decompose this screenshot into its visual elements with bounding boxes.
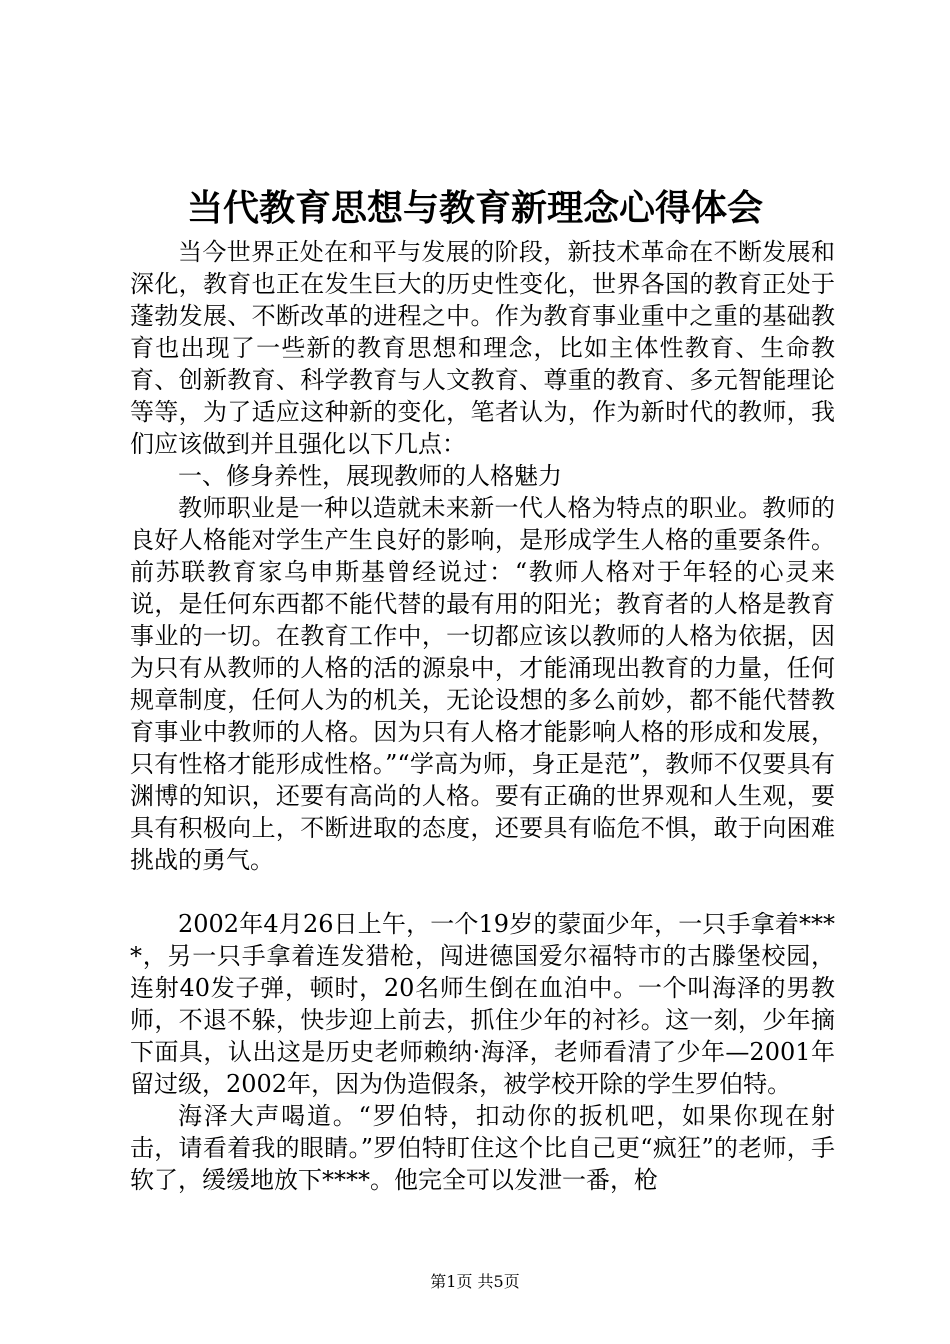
page-number-footer: 第1页 共5页	[430, 1272, 520, 1291]
paragraph-story-continued: 海泽大声喝道。“罗伯特，扣动你的扳机吧，如果你现在射击，请看着我的眼睛。”罗伯特盯住这个比自己更“疯狂”的老师，手软了，缓缓地放下****。他完全可以发泄一番，枪	[130, 1102, 835, 1194]
document-title: 当代教育思想与教育新理念心得体会	[186, 187, 763, 229]
document-body	[130, 236, 835, 1196]
paragraph-intro: 当今世界正处在和平与发展的阶段，新技术革命在不断发展和深化，教育也正在发生巨大的历史性变化，世界各国的教育正处于蓬勃发展、不断改革的进程之中。作为教育事业重中之重的基础教育也出现了一些新的教育思想和理念，比如主体性教育、生命教育、创新教育、科学教育与人文教育、尊重的教育、多元智能理论等等，为了适应这种新的变化，笔者认为，作为新时代的教师，我们应该做到并且强化以下几点：	[130, 238, 835, 458]
paragraph-teacher-character: 教师职业是一种以造就未来新一代人格为特点的职业。教师的良好人格能对学生产生良好的影响，是形成学生人格的重要条件。前苏联教育家乌申斯基曾经说过：“教师人格对于年轻的心灵来说，是任何东西都不能代替的最有用的阳光；教育者的人格是教育事业的一切。在教育工作中，一切都应该以教师的人格为依据，因为只有从教师的人格的活的源泉中，才能涌现出教育的力量，任何规章制度，任何人为的机关，无论设想的多么前妙，都不能代替教育事业中教师的人格。因为只有人格才能影响人格的形成和发展，只有性格才能形成性格。”“学高为师，身正是范”，教师不仅要具有渊博的知识，还要有高尚的人格。要有正确的世界观和人生观，要具有积极向上，不断进取的态度，还要具有临危不惧，敢于向困难挑战的勇气。	[130, 494, 835, 874]
paragraph-story-event: 2002年4月26日上午，一个19岁的蒙面少年，一只手拿着****，另一只手拿着连发猎枪，闯进德国爱尔福特市的古滕堡校园，连射40发子弹，顿时，20名师生倒在血泊中。一个叫海泽的男教师，不退不躲，快步迎上前去，抓住少年的衬衫。这一刻，少年摘下面具，认出这是历史老师赖纳·海泽，老师看清了少年—2001年留过级，2002年，因为伪造假条，被学校开除的学生罗伯特。	[130, 910, 835, 1098]
section-heading: 一、修身养性，展现教师的人格魅力	[178, 462, 562, 490]
